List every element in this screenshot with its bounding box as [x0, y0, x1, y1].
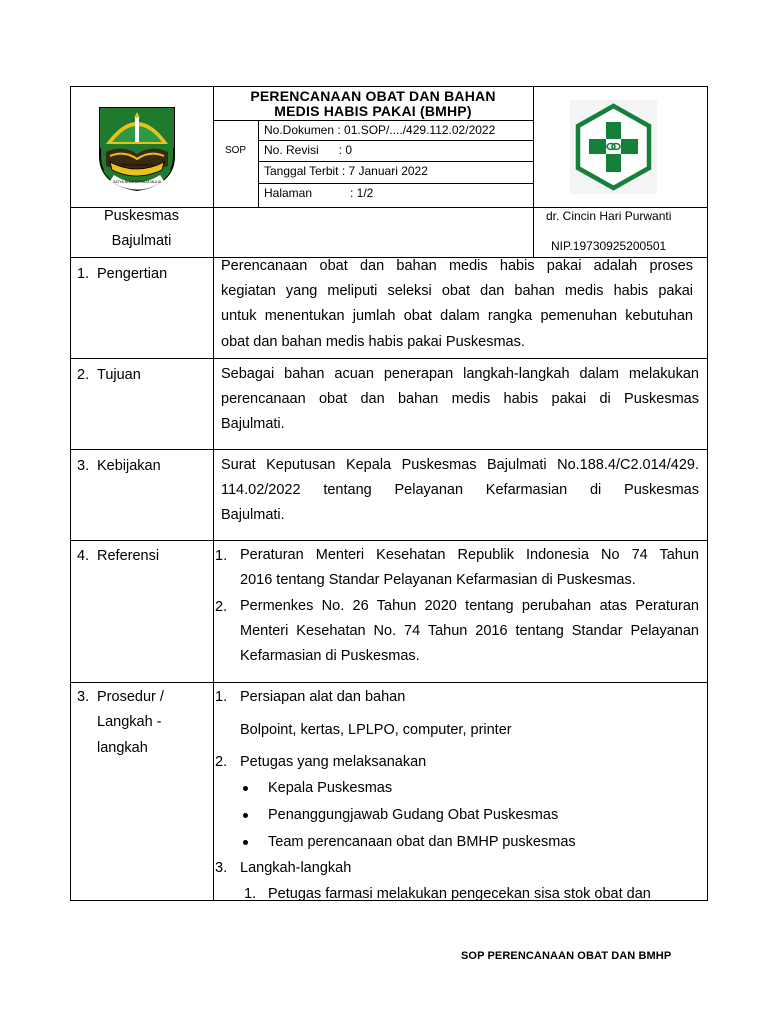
step-title: Langkah-langkah [240, 860, 352, 876]
header-inner-line [258, 183, 533, 184]
tujuan-line: Bajulmati. [221, 416, 285, 432]
step-detail: Bolpoint, kertas, LPLPO, computer, printer [240, 722, 512, 738]
section-label-kebijakan: Kebijakan [97, 458, 161, 474]
table-column-divider [213, 86, 214, 901]
reference-line: Permenkes No. 26 Tahun 2020 tentang perubahan atas Peraturan [240, 598, 699, 614]
table-row-divider [70, 358, 708, 359]
reference-line: 2016 tentang Standar Pelayanan Kefarmasian di Puskesmas. [240, 572, 636, 588]
reference-line: Kefarmasian di Puskesmas. [240, 648, 420, 664]
table-row-divider [70, 682, 708, 683]
reference-item-number: 1. [215, 548, 228, 564]
table-row-divider [70, 540, 708, 541]
page-number: : 1/2 [350, 186, 374, 200]
sub-step-number: 1. [244, 886, 257, 902]
section-label-referensi: Referensi [97, 548, 160, 564]
pengertian-line: untuk menentukan jumlah obat dalam rangka pemenuhan kebutuhan [221, 308, 693, 324]
section-number: 2. [77, 367, 90, 383]
section-label-prosedur: langkah [97, 740, 148, 756]
organization-name-line1: Puskesmas [104, 208, 179, 224]
emblem-motto-text: KERTA RAHARJA [120, 162, 154, 167]
step-number: 1. [215, 689, 228, 705]
sop-label: SOP [224, 145, 247, 156]
section-label-prosedur: Langkah - [97, 714, 162, 730]
official-name: dr. Cincin Hari Purwanti [546, 209, 672, 223]
pengertian-line: obat dan bahan medis habis pakai Puskesmas. [221, 334, 525, 350]
sub-step-text: Petugas farmasi melakukan pengecekan sisa stok obat dan [268, 886, 651, 902]
section-label-tujuan: Tujuan [97, 367, 141, 383]
reference-item-number: 2. [215, 599, 228, 615]
document-title-line2: MEDIS HABIS PAKAI (BMHP) [274, 103, 472, 119]
header-inner-line [213, 120, 533, 121]
officer-list-item: Kepala Puskesmas [268, 780, 393, 796]
page-footer: SOP PERENCANAAN OBAT DAN BMHP [461, 950, 672, 962]
kebijakan-line: Surat Keputusan Kepala Puskesmas Bajulmati No.188.4/C2.014/429. [221, 457, 699, 473]
pengertian-line: Perencanaan obat dan bahan medis habis pakai adalah proses [221, 258, 693, 274]
officer-list-item: Team perencanaan obat dan BMHP puskesmas [268, 834, 576, 850]
document-number: No.Dokumen : 01.SOP/..../429.112.02/2022 [264, 123, 496, 137]
reference-line: Menteri Kesehatan No. 74 Tahun 2016 tentang Standar Pelayanan [240, 623, 699, 639]
table-column-divider [533, 86, 534, 258]
table-border-right [707, 86, 708, 901]
official-nip: NIP.19730925200501 [551, 239, 667, 253]
organization-name-line2: Bajulmati [111, 233, 172, 249]
header-inner-vertical [258, 120, 259, 208]
pengertian-line: kegiatan yang meliputi seleksi obat dan bahan medis habis pakai [221, 283, 693, 299]
document-title-line1: PERENCANAAN OBAT DAN BAHAN [250, 88, 496, 104]
bullet-icon [243, 786, 248, 791]
regency-emblem-logo [96, 104, 178, 192]
header-inner-line [258, 140, 533, 141]
section-number: 3. [77, 458, 90, 474]
section-number: 3. [77, 689, 90, 705]
table-row-divider [70, 449, 708, 450]
section-label-prosedur: Prosedur / [97, 689, 164, 705]
tujuan-line: Sebagai bahan acuan penerapan langkah-langkah dalam melakukan [221, 366, 699, 382]
reference-line: Peraturan Menteri Kesehatan Republik Indonesia No 74 Tahun [240, 547, 699, 563]
section-label-pengertian: Pengertian [97, 266, 168, 282]
bullet-icon [243, 840, 248, 845]
section-number: 1. [77, 266, 90, 282]
issue-date: Tanggal Terbit : 7 Januari 2022 [264, 164, 428, 178]
tujuan-line: perencanaan obat dan bahan medis habis pakai di Puskesmas [221, 391, 699, 407]
officer-list-item: Penanggungjawab Gudang Obat Puskesmas [268, 807, 559, 823]
header-inner-line [258, 161, 533, 162]
step-title: Petugas yang melaksanakan [240, 754, 427, 770]
page-label: Halaman [264, 186, 313, 200]
puskesmas-logo [570, 100, 657, 194]
kebijakan-line: Bajulmati. [221, 507, 285, 523]
table-border-top [70, 86, 708, 87]
step-number: 2. [215, 754, 228, 770]
step-number: 3. [215, 860, 228, 876]
revision-number: No. Revisi : 0 [264, 143, 353, 157]
bullet-icon [243, 813, 248, 818]
step-title: Persiapan alat dan bahan [240, 689, 406, 705]
section-number: 4. [77, 548, 90, 564]
emblem-subtitle-text: SATYA BHAKTI PRAJA MULIA [112, 180, 162, 184]
kebijakan-line: 114.02/2022 tentang Pelayanan Kefarmasian di Puskesmas [221, 482, 699, 498]
